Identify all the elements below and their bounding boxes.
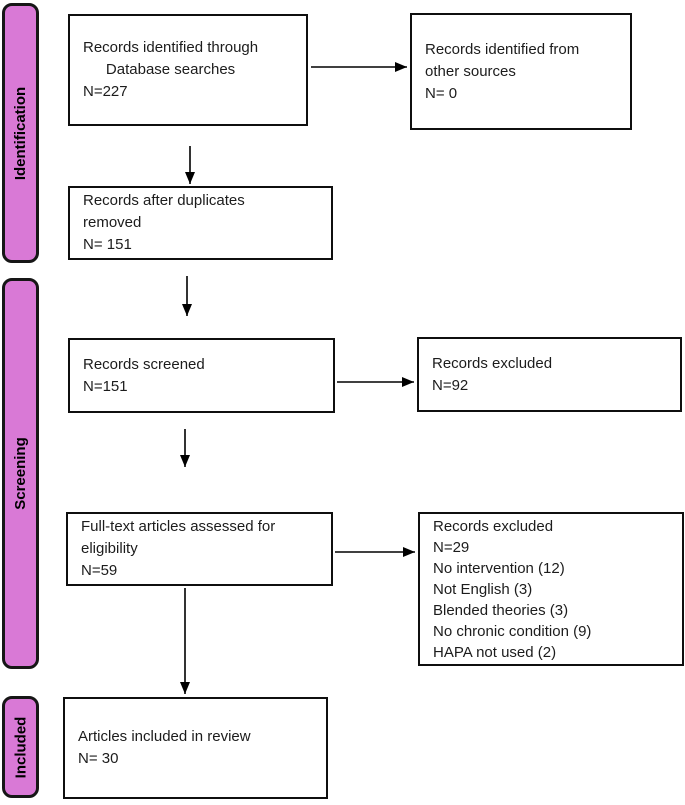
box-line: N= 0 — [425, 84, 458, 102]
box-line: Records excluded — [432, 354, 553, 372]
box-line: N= 151 — [83, 236, 132, 253]
box-records-identified-other-sources — [410, 13, 632, 130]
box-articles-included — [63, 697, 328, 799]
box-line: Records identified from — [425, 40, 580, 58]
box-line: eligibility — [81, 540, 138, 557]
box-line: other sources — [425, 62, 516, 80]
box-line: N=92 — [432, 376, 469, 394]
box-line: No chronic condition (9) — [433, 622, 592, 640]
box-line: Articles included in review — [78, 728, 251, 745]
box-line: Records after duplicates — [83, 192, 245, 209]
box-line: No intervention (12) — [433, 559, 565, 577]
box-line: N=29 — [433, 538, 470, 556]
box-line: HAPA not used (2) — [433, 643, 557, 661]
box-records-excluded-screening — [417, 337, 682, 412]
box-records-excluded-fulltext — [418, 512, 684, 666]
box-line: Records identified through — [83, 39, 259, 56]
box-line: Blended theories (3) — [433, 601, 569, 619]
box-fulltext-assessed — [66, 512, 333, 586]
stage-bar-included — [2, 696, 39, 798]
box-line: Records excluded — [433, 517, 554, 535]
box-line: Full-text articles assessed for — [81, 518, 276, 535]
box-line: N= 30 — [78, 750, 119, 767]
box-line: Records screened — [83, 355, 205, 373]
box-line: N=227 — [83, 83, 128, 100]
box-records-identified-database — [68, 14, 308, 126]
box-line: N=59 — [81, 562, 118, 579]
box-line: removed — [83, 214, 142, 231]
box-records-screened — [68, 338, 335, 413]
stage-label-included: Included — [12, 716, 30, 778]
stage-label-screening: Screening — [12, 437, 29, 510]
box-line: Database searches — [105, 61, 236, 78]
stage-bar-identification — [2, 3, 39, 263]
stage-bar-screening — [2, 278, 39, 669]
box-line: N=151 — [83, 377, 128, 395]
box-records-after-duplicates-removed — [68, 186, 333, 260]
box-line: Not English (3) — [433, 580, 533, 598]
stage-label-identification: Identification — [12, 86, 29, 180]
